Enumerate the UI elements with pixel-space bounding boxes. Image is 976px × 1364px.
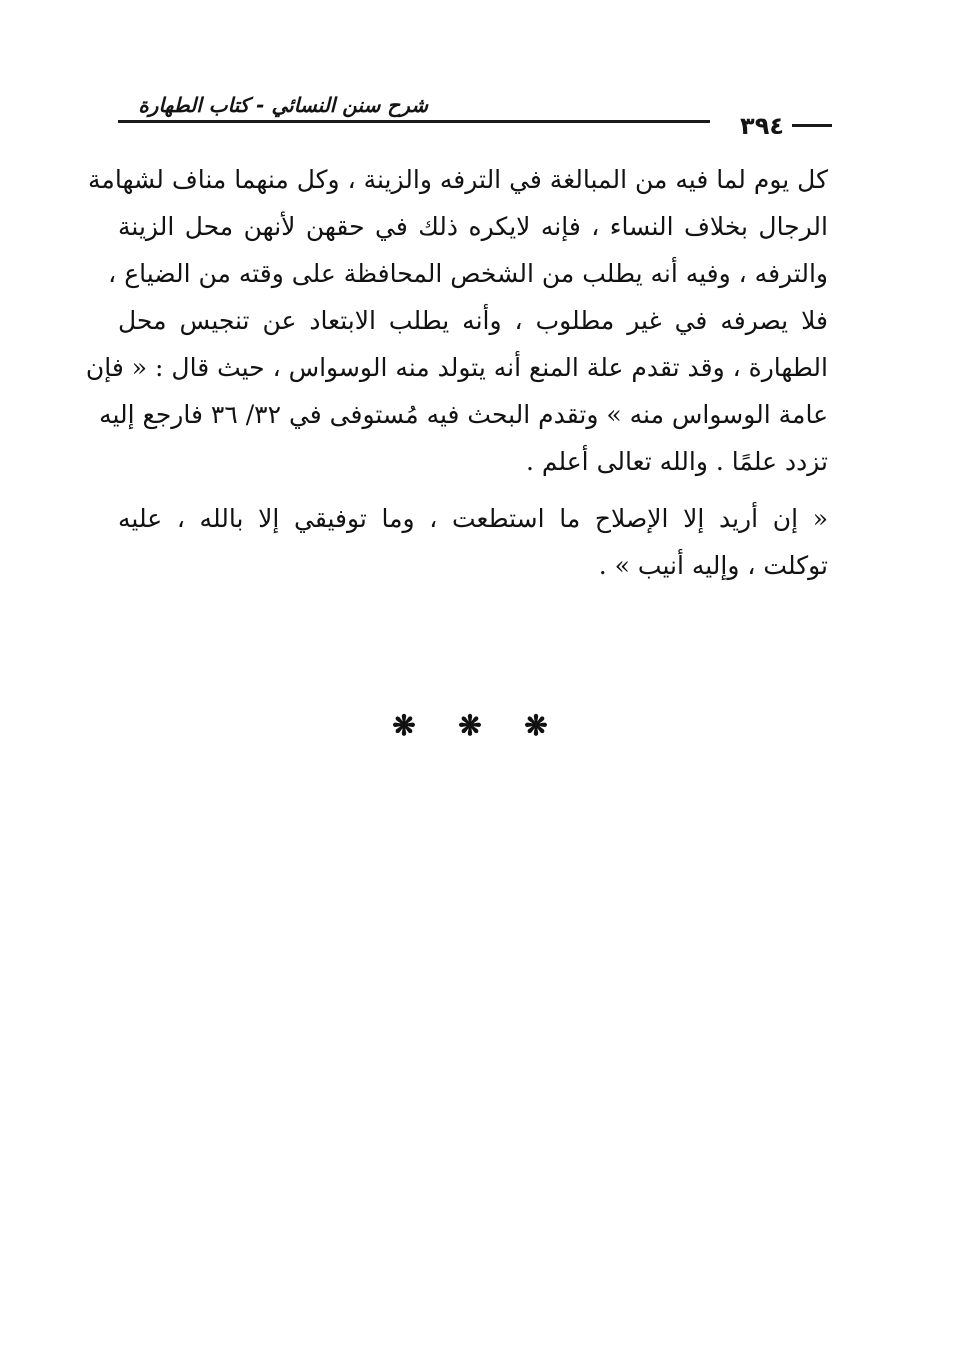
text-line: تزدد علمًا . والله تعالى أعلم . xyxy=(525,447,828,476)
text-line: توكلت ، وإليه أنيب » . xyxy=(598,551,828,580)
paragraph-gap xyxy=(118,485,828,495)
page-header xyxy=(118,88,832,140)
text-line: الرجال بخلاف النساء ، فإنه لايكره ذلك في حقهن لأنهن محل الزينة xyxy=(118,212,828,241)
text-line: كل يوم لما فيه من المبالغة في الترفه والزينة ، وكل منهما مناف لشهامة xyxy=(88,165,828,194)
text-line: عامة الوسواس منه » وتقدم البحث فيه مُستوفى في ٣٢/ ٣٦ فارجع إليه xyxy=(99,400,828,429)
ornament-star-icon: ❋ xyxy=(458,709,482,742)
text-line: والترفه ، وفيه أنه يطلب من الشخص المحافظة على وقته من الضياع ، xyxy=(108,259,828,288)
paragraph xyxy=(118,495,828,589)
ornament-star-icon: ❋ xyxy=(524,709,548,742)
page-number-dash xyxy=(792,124,832,127)
header-rule xyxy=(118,120,710,123)
main-text xyxy=(85,156,828,589)
ornament-star-icon: ❋ xyxy=(392,709,416,742)
text-line: الطهارة ، وقد تقدم علة المنع أنه يتولد منه الوسواس ، حيث قال : « فإن xyxy=(85,353,828,382)
page-number: ٣٩٤ xyxy=(740,112,784,140)
paragraph xyxy=(85,156,828,485)
text-line: « إن أريد إلا الإصلاح ما استطعت ، وما توفيقي إلا بالله ، عليه xyxy=(118,504,828,533)
text-line: فلا يصرفه في غير مطلوب ، وأنه يطلب الابتعاد عن تنجيس محل xyxy=(118,306,828,335)
running-title: شرح سنن النسائي - كتاب الطهارة xyxy=(138,93,428,117)
section-separator xyxy=(390,709,550,743)
